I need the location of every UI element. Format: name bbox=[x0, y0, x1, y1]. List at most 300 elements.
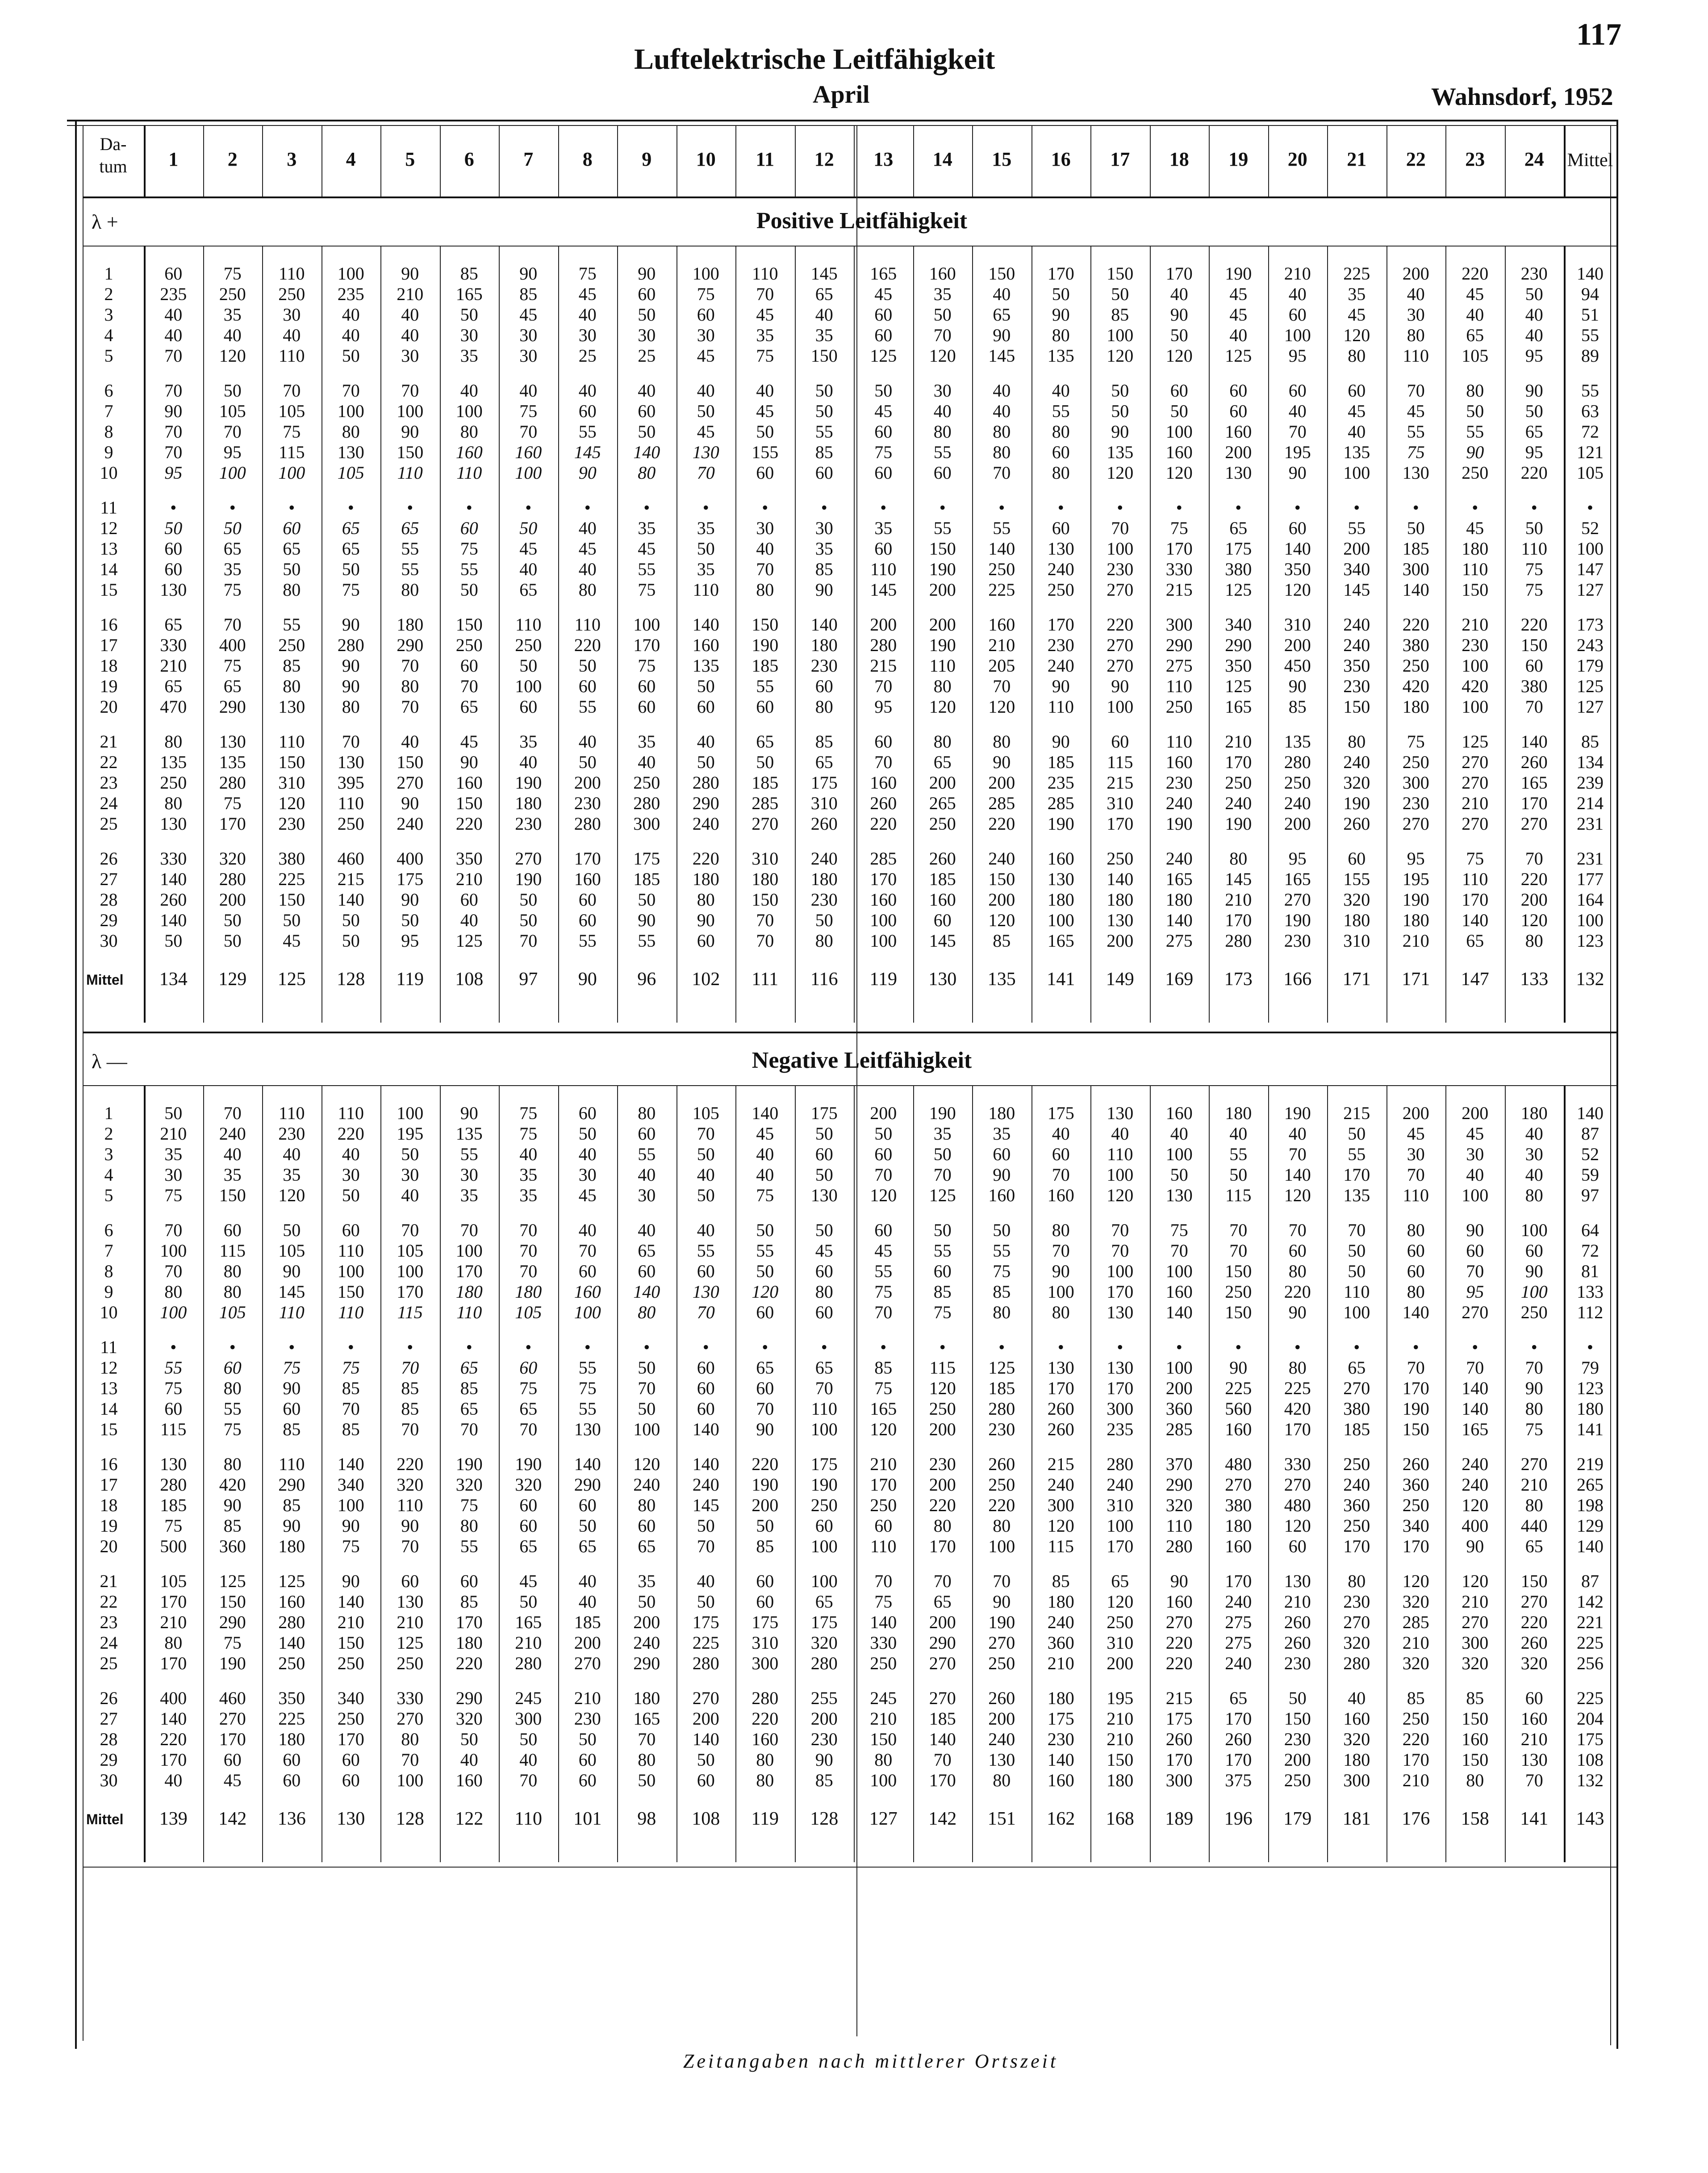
positive-cell: 190 bbox=[1225, 814, 1252, 834]
negative-cell: 40 bbox=[638, 1220, 656, 1240]
positive-cell: 230 bbox=[1462, 635, 1489, 655]
negative-day-mean: 81 bbox=[1581, 1261, 1599, 1281]
negative-cell: 160 bbox=[1165, 1103, 1193, 1123]
negative-cell: 75 bbox=[164, 1516, 183, 1536]
positive-cell: 280 bbox=[1284, 752, 1311, 772]
negative-cell: 60 bbox=[578, 1261, 597, 1281]
positive-cell: 170 bbox=[1107, 814, 1134, 834]
positive-cell: 70 bbox=[1525, 848, 1543, 869]
positive-cell: 90 bbox=[1288, 676, 1307, 696]
positive-day-mean: 121 bbox=[1577, 442, 1604, 462]
negative-cell: 220 bbox=[929, 1495, 956, 1515]
negative-cell: 60 bbox=[1466, 1241, 1484, 1261]
negative-cell: 480 bbox=[1284, 1495, 1311, 1515]
positive-cell: 150 bbox=[397, 442, 424, 462]
positive-day-20: 20 bbox=[100, 697, 118, 717]
positive-cell: 55 bbox=[756, 676, 774, 696]
negative-day-mean: 140 bbox=[1577, 1536, 1604, 1556]
positive-cell: • bbox=[466, 497, 472, 518]
negative-hour-mean: 151 bbox=[987, 1809, 1016, 1829]
positive-cell: 160 bbox=[870, 773, 897, 793]
positive-day-23: 23 bbox=[100, 773, 118, 793]
positive-day-mean: • bbox=[1587, 497, 1593, 518]
positive-lambda: λ + bbox=[92, 210, 118, 233]
positive-cell: 60 bbox=[933, 910, 952, 930]
positive-cell: 60 bbox=[815, 676, 833, 696]
negative-cell: 115 bbox=[397, 1302, 423, 1322]
positive-cell: 60 bbox=[164, 539, 183, 559]
positive-cell: 90 bbox=[401, 890, 419, 910]
positive-cell: 80 bbox=[401, 676, 419, 696]
negative-cell: 150 bbox=[1402, 1419, 1429, 1439]
positive-cell: 200 bbox=[870, 614, 897, 635]
positive-cell: 30 bbox=[401, 346, 419, 366]
positive-cell: 150 bbox=[455, 614, 483, 635]
positive-cell: 275 bbox=[1165, 656, 1193, 676]
positive-cell: 100 bbox=[397, 401, 424, 421]
positive-cell: 70 bbox=[519, 422, 538, 442]
negative-cell: 35 bbox=[519, 1185, 538, 1205]
positive-cell: 90 bbox=[1052, 305, 1070, 325]
positive-cell: 65 bbox=[223, 539, 242, 559]
negative-cell: 75 bbox=[342, 1358, 360, 1378]
negative-cell: 90 bbox=[1170, 1571, 1188, 1591]
negative-cell: 250 bbox=[1343, 1454, 1370, 1474]
negative-cell: 85 bbox=[401, 1399, 419, 1419]
negative-cell: • bbox=[1531, 1337, 1537, 1357]
positive-cell: 50 bbox=[283, 559, 301, 579]
negative-day-15: 15 bbox=[100, 1419, 118, 1439]
hour-header-24: 24 bbox=[1524, 148, 1544, 170]
negative-cell: 300 bbox=[752, 1653, 779, 1673]
negative-cell: 220 bbox=[752, 1454, 779, 1474]
positive-cell: 110 bbox=[929, 656, 956, 676]
negative-cell: 125 bbox=[219, 1571, 246, 1591]
positive-cell: 75 bbox=[460, 539, 478, 559]
positive-cell: • bbox=[998, 497, 1005, 518]
positive-cell: 50 bbox=[1111, 284, 1129, 304]
positive-col-rule-24 bbox=[1564, 246, 1566, 1023]
negative-cell: 190 bbox=[219, 1653, 246, 1673]
negative-cell: 110 bbox=[279, 1302, 305, 1322]
negative-cell: 60 bbox=[874, 1144, 893, 1164]
negative-cell: 175 bbox=[810, 1454, 838, 1474]
negative-cell: 160 bbox=[1343, 1709, 1370, 1729]
positive-cell: 220 bbox=[1520, 614, 1548, 635]
negative-cell: 50 bbox=[578, 1516, 597, 1536]
negative-cell: 80 bbox=[815, 1282, 833, 1302]
positive-cell: 65 bbox=[993, 305, 1011, 325]
positive-cell: 310 bbox=[1284, 614, 1311, 635]
negative-day-mean: 87 bbox=[1581, 1124, 1599, 1144]
negative-lambda: λ — bbox=[92, 1050, 127, 1073]
negative-col-rule-21 bbox=[1386, 1085, 1387, 1862]
positive-cell: 60 bbox=[697, 305, 715, 325]
positive-cell: 160 bbox=[1165, 442, 1193, 462]
positive-cell: 80 bbox=[1052, 463, 1070, 483]
negative-cell: 90 bbox=[993, 1165, 1011, 1185]
negative-cell: 175 bbox=[692, 1612, 719, 1632]
negative-col-rule-6 bbox=[499, 1085, 500, 1862]
negative-cell: 100 bbox=[337, 1261, 364, 1281]
positive-cell: 35 bbox=[756, 325, 774, 345]
positive-cell: 40 bbox=[519, 752, 538, 772]
negative-cell: 220 bbox=[397, 1454, 424, 1474]
positive-cell: 130 bbox=[1402, 463, 1429, 483]
negative-cell: 150 bbox=[1284, 1709, 1311, 1729]
negative-cell: 50 bbox=[697, 1750, 715, 1770]
positive-day-mean: 243 bbox=[1577, 635, 1604, 655]
positive-cell: 260 bbox=[870, 793, 897, 813]
positive-cell: 250 bbox=[988, 559, 1015, 579]
negative-cell: 140 bbox=[692, 1729, 719, 1749]
col-rule-h-23 bbox=[1505, 125, 1506, 196]
negative-cell: 80 bbox=[164, 1282, 183, 1302]
negative-cell: 100 bbox=[633, 1419, 660, 1439]
negative-cell: 60 bbox=[223, 1358, 242, 1378]
positive-cell: 35 bbox=[874, 518, 893, 538]
negative-col-rule-20 bbox=[1327, 1085, 1328, 1862]
negative-cell: 195 bbox=[397, 1124, 424, 1144]
positive-cell: 40 bbox=[460, 380, 478, 401]
negative-cell: 270 bbox=[574, 1653, 601, 1673]
positive-cell: 35 bbox=[519, 731, 538, 752]
negative-cell: 40 bbox=[756, 1144, 774, 1164]
positive-cell: 115 bbox=[278, 442, 305, 462]
negative-cell: 460 bbox=[219, 1688, 246, 1708]
positive-cell: 50 bbox=[756, 422, 774, 442]
positive-hour-mean: 97 bbox=[519, 969, 538, 990]
negative-cell: 370 bbox=[1165, 1454, 1193, 1474]
positive-cell: 190 bbox=[1047, 814, 1074, 834]
negative-hour-mean: 189 bbox=[1165, 1809, 1194, 1829]
negative-cell: 65 bbox=[815, 1592, 833, 1612]
col-rule-h-7 bbox=[558, 125, 559, 196]
positive-col-rule-16 bbox=[1090, 246, 1091, 1023]
positive-cell: 250 bbox=[1462, 463, 1489, 483]
negative-cell: 50 bbox=[342, 1185, 360, 1205]
positive-cell: 185 bbox=[929, 869, 956, 889]
positive-cell: 160 bbox=[988, 614, 1015, 635]
negative-cell: 250 bbox=[1402, 1495, 1429, 1515]
negative-cell: 250 bbox=[337, 1709, 364, 1729]
positive-cell: 95 bbox=[874, 697, 893, 717]
positive-cell: 260 bbox=[810, 814, 838, 834]
positive-day-mean: 100 bbox=[1577, 910, 1604, 930]
negative-cell: 60 bbox=[283, 1770, 301, 1790]
positive-cell: 65 bbox=[1525, 422, 1543, 442]
positive-cell: 200 bbox=[1284, 635, 1311, 655]
positive-section-title: Positive Leitfähigkeit bbox=[756, 208, 968, 234]
negative-cell: 220 bbox=[1165, 1653, 1193, 1673]
negative-cell: 70 bbox=[401, 1220, 419, 1240]
positive-cell: 55 bbox=[638, 931, 656, 951]
negative-cell: 35 bbox=[638, 1571, 656, 1591]
positive-cell: 205 bbox=[988, 656, 1015, 676]
positive-cell: 340 bbox=[1343, 559, 1370, 579]
negative-cell: 170 bbox=[1107, 1378, 1134, 1398]
hour-header-6: 6 bbox=[464, 148, 474, 170]
negative-cell: 110 bbox=[1166, 1516, 1192, 1536]
positive-cell: 55 bbox=[460, 559, 478, 579]
positive-cell: 90 bbox=[993, 325, 1011, 345]
page-number: 117 bbox=[1576, 17, 1622, 52]
negative-cell: • bbox=[347, 1337, 354, 1357]
negative-cell: 135 bbox=[1343, 1185, 1370, 1205]
negative-cell: 65 bbox=[1111, 1571, 1129, 1591]
positive-cell: 220 bbox=[1402, 614, 1429, 635]
col-rule-h-15 bbox=[1031, 125, 1032, 196]
negative-cell: 40 bbox=[1170, 1124, 1188, 1144]
negative-cell: 50 bbox=[1170, 1165, 1188, 1185]
positive-day-mean: 147 bbox=[1577, 559, 1604, 579]
positive-cell: 120 bbox=[929, 346, 956, 366]
positive-cell: 165 bbox=[1047, 931, 1074, 951]
positive-cell: 40 bbox=[638, 752, 656, 772]
positive-cell: 50 bbox=[697, 539, 715, 559]
positive-cell: 110 bbox=[515, 614, 542, 635]
positive-cell: 300 bbox=[1165, 614, 1193, 635]
negative-cell: 60 bbox=[519, 1516, 538, 1536]
negative-cell: 70 bbox=[1525, 1770, 1543, 1790]
negative-cell: • bbox=[880, 1337, 887, 1357]
negative-day-mean: 72 bbox=[1581, 1241, 1599, 1261]
positive-cell: 30 bbox=[697, 325, 715, 345]
positive-cell: 180 bbox=[1462, 539, 1489, 559]
negative-cell: 320 bbox=[1520, 1653, 1548, 1673]
positive-cell: 110 bbox=[397, 463, 423, 483]
positive-cell: 25 bbox=[578, 346, 597, 366]
negative-cell: 270 bbox=[397, 1709, 424, 1729]
positive-day-9: 9 bbox=[104, 442, 113, 462]
negative-col-rule-16 bbox=[1090, 1085, 1091, 1862]
positive-cell: 110 bbox=[870, 559, 897, 579]
positive-cell: 40 bbox=[519, 559, 538, 579]
negative-cell: 200 bbox=[810, 1709, 838, 1729]
negative-cell: 140 bbox=[337, 1592, 364, 1612]
negative-cell: 80 bbox=[638, 1495, 656, 1515]
negative-cell: 80 bbox=[1052, 1302, 1070, 1322]
positive-cell: 100 bbox=[633, 614, 660, 635]
positive-cell: 70 bbox=[401, 380, 419, 401]
positive-cell: 210 bbox=[1462, 614, 1489, 635]
negative-cell: 35 bbox=[519, 1165, 538, 1185]
hour-header-19: 19 bbox=[1228, 148, 1249, 170]
negative-cell: 80 bbox=[1288, 1261, 1307, 1281]
positive-day-mean: 231 bbox=[1577, 848, 1604, 869]
negative-cell: 360 bbox=[219, 1536, 246, 1556]
positive-cell: 160 bbox=[929, 890, 956, 910]
negative-cell: 70 bbox=[1229, 1220, 1248, 1240]
negative-cell: 30 bbox=[1466, 1144, 1484, 1164]
negative-cell: 110 bbox=[1343, 1282, 1370, 1302]
negative-cell: 85 bbox=[342, 1419, 360, 1439]
positive-cell: 125 bbox=[1225, 346, 1252, 366]
positive-cell: 130 bbox=[1107, 910, 1134, 930]
negative-cell: 210 bbox=[1284, 1592, 1311, 1612]
positive-cell: 215 bbox=[1165, 580, 1193, 600]
positive-cell: 185 bbox=[752, 656, 779, 676]
negative-cell: 60 bbox=[223, 1220, 242, 1240]
negative-cell: • bbox=[525, 1337, 532, 1357]
positive-cell: 80 bbox=[756, 580, 774, 600]
negative-hour-mean: 158 bbox=[1461, 1809, 1489, 1829]
negative-cell: 90 bbox=[1525, 1261, 1543, 1281]
negative-cell: 75 bbox=[164, 1378, 183, 1398]
positive-day-mean: 164 bbox=[1577, 890, 1604, 910]
negative-cell: 170 bbox=[1225, 1750, 1252, 1770]
positive-cell: 45 bbox=[578, 539, 597, 559]
positive-cell: 40 bbox=[638, 380, 656, 401]
negative-hour-mean: 122 bbox=[455, 1809, 484, 1829]
positive-cell: 190 bbox=[515, 773, 542, 793]
negative-cell: 70 bbox=[401, 1536, 419, 1556]
positive-day-mean: 231 bbox=[1577, 814, 1604, 834]
positive-cell: 140 bbox=[692, 614, 719, 635]
positive-cell: • bbox=[1235, 497, 1242, 518]
positive-cell: 60 bbox=[578, 910, 597, 930]
positive-cell: 215 bbox=[1107, 773, 1134, 793]
negative-hour-mean: 136 bbox=[277, 1809, 306, 1829]
negative-cell: 290 bbox=[633, 1653, 660, 1673]
positive-hour-mean: 134 bbox=[159, 969, 188, 990]
negative-cell: 285 bbox=[1402, 1612, 1429, 1632]
negative-section-title: Negative Leitfähigkeit bbox=[752, 1048, 972, 1073]
positive-cell: 90 bbox=[1052, 731, 1070, 752]
negative-cell: 75 bbox=[519, 1378, 538, 1398]
negative-cell: 70 bbox=[1466, 1261, 1484, 1281]
positive-cell: 230 bbox=[1343, 676, 1370, 696]
negative-cell: 70 bbox=[697, 1302, 715, 1322]
positive-cell: 140 bbox=[1284, 539, 1311, 559]
hour-header-2: 2 bbox=[227, 148, 238, 170]
negative-cell: 70 bbox=[460, 1220, 478, 1240]
negative-cell: 60 bbox=[756, 1592, 774, 1612]
positive-cell: 50 bbox=[342, 931, 360, 951]
hour-header-12: 12 bbox=[814, 148, 834, 170]
negative-cell: 420 bbox=[1284, 1399, 1311, 1419]
positive-cell: 65 bbox=[223, 676, 242, 696]
negative-cell: 200 bbox=[929, 1419, 956, 1439]
positive-cell: 380 bbox=[1520, 676, 1548, 696]
negative-cell: 70 bbox=[638, 1729, 656, 1749]
negative-cell: 75 bbox=[1525, 1419, 1543, 1439]
positive-cell: 110 bbox=[1166, 676, 1192, 696]
positive-cell: 110 bbox=[456, 463, 482, 483]
positive-cell: 45 bbox=[1348, 305, 1366, 325]
positive-cell: 200 bbox=[1284, 814, 1311, 834]
positive-cell: 160 bbox=[574, 869, 601, 889]
negative-cell: 210 bbox=[160, 1124, 187, 1144]
negative-cell: 50 bbox=[815, 1220, 833, 1240]
positive-cell: 130 bbox=[160, 814, 187, 834]
positive-day-4: 4 bbox=[104, 325, 113, 345]
positive-cell: 50 bbox=[223, 910, 242, 930]
negative-cell: 70 bbox=[874, 1165, 893, 1185]
negative-day-23: 23 bbox=[100, 1612, 118, 1632]
datum-header-2: tum bbox=[99, 156, 127, 176]
negative-cell: 170 bbox=[1107, 1282, 1134, 1302]
negative-cell: 130 bbox=[1107, 1358, 1134, 1378]
positive-cell: 60 bbox=[638, 697, 656, 717]
negative-cell: 70 bbox=[519, 1241, 538, 1261]
positive-mittel-label: Mittel bbox=[86, 972, 124, 988]
positive-day-mean: 85 bbox=[1581, 731, 1599, 752]
negative-cell: 280 bbox=[752, 1688, 779, 1708]
negative-cell: 35 bbox=[164, 1144, 183, 1164]
negative-day-10: 10 bbox=[100, 1302, 118, 1322]
positive-cell: 175 bbox=[633, 848, 660, 869]
positive-cell: 200 bbox=[1402, 263, 1429, 284]
positive-cell: 75 bbox=[223, 656, 242, 676]
negative-col-rule-4 bbox=[380, 1085, 381, 1862]
negative-cell: 270 bbox=[1284, 1475, 1311, 1495]
positive-cell: 270 bbox=[1107, 656, 1134, 676]
col-rule-h-4 bbox=[380, 125, 381, 196]
positive-col-rule-4 bbox=[380, 246, 381, 1023]
negative-cell: 150 bbox=[337, 1282, 364, 1302]
positive-cell: 40 bbox=[460, 910, 478, 930]
negative-cell: 70 bbox=[815, 1378, 833, 1398]
positive-cell: 210 bbox=[1225, 731, 1252, 752]
negative-cell: 220 bbox=[160, 1729, 187, 1749]
positive-cell: 220 bbox=[1107, 614, 1134, 635]
negative-cell: 170 bbox=[1225, 1709, 1252, 1729]
negative-cell: 180 bbox=[1520, 1103, 1548, 1123]
positive-cell: 240 bbox=[1343, 752, 1370, 772]
positive-cell: 175 bbox=[1225, 539, 1252, 559]
positive-cell: 225 bbox=[278, 869, 305, 889]
negative-overall-mean: 143 bbox=[1576, 1809, 1604, 1829]
negative-cell: 300 bbox=[1107, 1399, 1134, 1419]
negative-cell: 55 bbox=[164, 1358, 183, 1378]
positive-cell: 155 bbox=[1343, 869, 1370, 889]
positive-cell: 220 bbox=[1520, 463, 1548, 483]
negative-cell: 40 bbox=[223, 1144, 242, 1164]
positive-cell: 100 bbox=[1107, 539, 1134, 559]
negative-cell: 55 bbox=[1229, 1144, 1248, 1164]
positive-cell: 50 bbox=[1111, 380, 1129, 401]
positive-cell: 200 bbox=[988, 890, 1015, 910]
positive-cell: 50 bbox=[164, 518, 183, 538]
positive-cell: 70 bbox=[874, 676, 893, 696]
negative-cell: 65 bbox=[460, 1399, 478, 1419]
negative-cell: 130 bbox=[692, 1282, 719, 1302]
negative-cell: 55 bbox=[697, 1241, 715, 1261]
positive-cell: • bbox=[525, 497, 532, 518]
negative-cell: 170 bbox=[1225, 1571, 1252, 1591]
positive-cell: 55 bbox=[578, 931, 597, 951]
negative-cell: 160 bbox=[1047, 1770, 1074, 1790]
negative-day-mean: 175 bbox=[1577, 1729, 1604, 1749]
positive-cell: 45 bbox=[697, 422, 715, 442]
positive-cell: 40 bbox=[1288, 401, 1307, 421]
negative-cell: 270 bbox=[988, 1633, 1015, 1653]
negative-cell: 90 bbox=[1466, 1536, 1484, 1556]
hour-header-15: 15 bbox=[992, 148, 1012, 170]
positive-day-mean: 127 bbox=[1577, 697, 1604, 717]
positive-cell: 310 bbox=[278, 773, 305, 793]
negative-hour-mean: 128 bbox=[396, 1809, 424, 1829]
negative-cell: 50 bbox=[1348, 1241, 1366, 1261]
positive-cell: 190 bbox=[1225, 263, 1252, 284]
negative-cell: 170 bbox=[1165, 1750, 1193, 1770]
positive-cell: • bbox=[702, 497, 709, 518]
positive-cell: 80 bbox=[283, 580, 301, 600]
negative-cell: 50 bbox=[1348, 1124, 1366, 1144]
negative-cell: 50 bbox=[756, 1220, 774, 1240]
positive-cell: 185 bbox=[633, 869, 660, 889]
